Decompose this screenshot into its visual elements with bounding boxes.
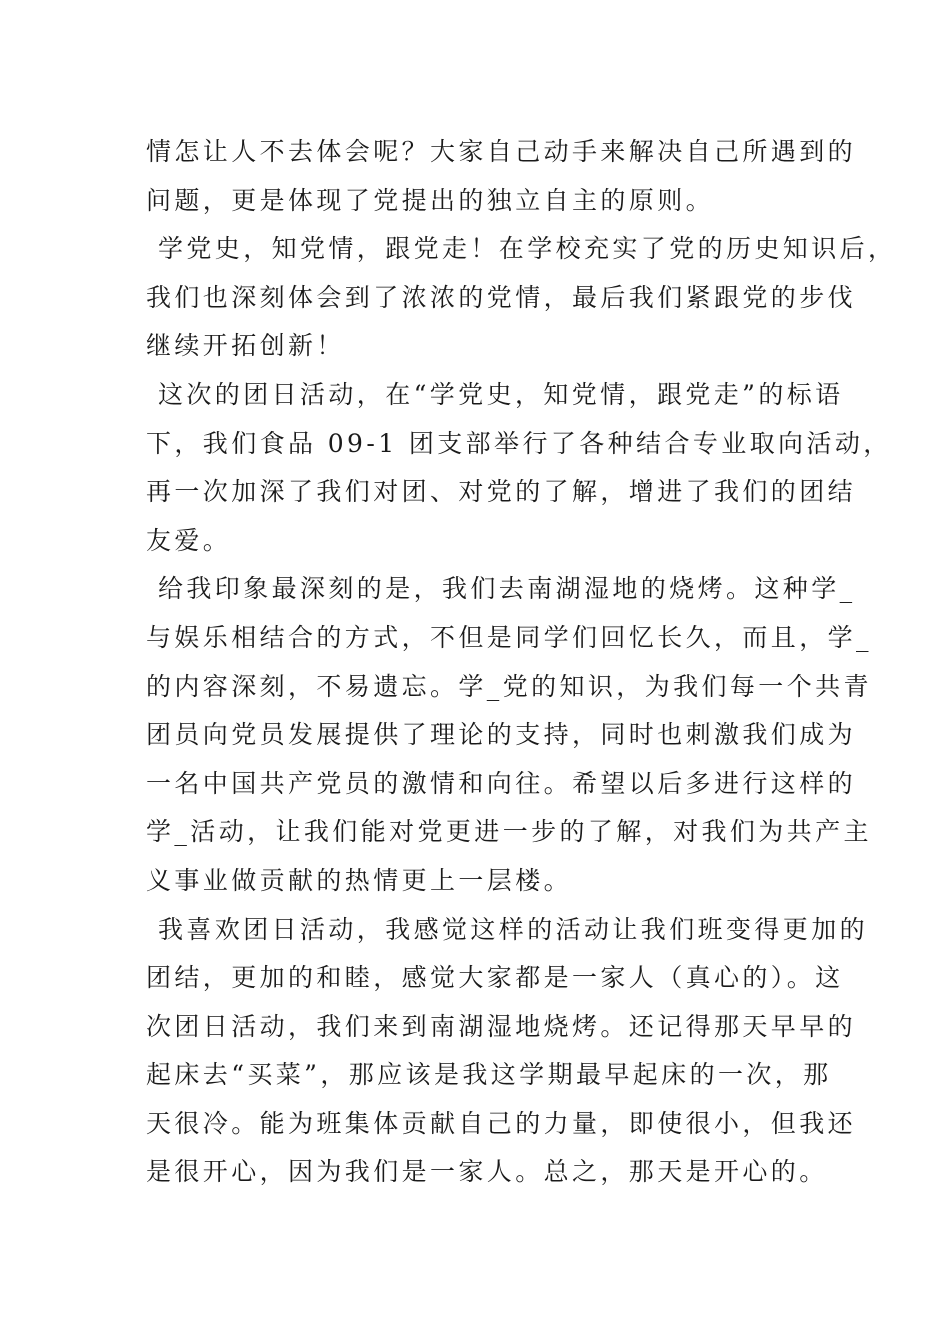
text-line: 是很开心，因为我们是一家人。总之，那天是开心的。: [146, 1157, 828, 1187]
text-line: 的内容深刻，不易遗忘。学_党的知识，为我们每一个共青: [146, 671, 872, 701]
text-line: 与娱乐相结合的方式，不但是同学们回忆长久，而且，学_: [146, 622, 872, 652]
text-line: 下，我们食品 09-1 团支部举行了各种结合专业取向活动，: [146, 428, 892, 458]
paragraph-4: [146, 565, 872, 905]
paragraph-3: [146, 371, 892, 565]
text-line: 团结，更加的和睦，感觉大家都是一家人（真心的）。这: [146, 963, 844, 993]
text-line: 给我印象最深刻的是，我们去南湖湿地的烧烤。这种学_: [158, 574, 856, 604]
text-line: 这次的团日活动，在“学党史，知党情，跟党走”的标语: [158, 379, 844, 409]
text-line: 情怎让人不去体会呢？大家自己动手来解决自己所遇到的: [146, 137, 857, 166]
text-line: 我们也深刻体会到了浓浓的党情，最后我们紧跟党的步伐: [146, 282, 857, 312]
text-line: 继续开拓创新！: [146, 331, 345, 361]
text-line: 团员向党员发展提供了理论的支持，同时也刺激我们成为: [146, 720, 857, 750]
paragraph-2: [146, 225, 897, 371]
text-line: 友爱。: [146, 525, 232, 555]
text-line: 次团日活动，我们来到南湖湿地烧烤。还记得那天早早的: [146, 1011, 857, 1041]
text-line: 再一次加深了我们对团、对党的了解，增进了我们的团结: [146, 477, 857, 507]
text-line: 学党史，知党情，跟党走！在学校充实了党的历史知识后，: [158, 234, 897, 264]
text-line: 学_活动，让我们能对党更进一步的了解，对我们为共产主: [146, 817, 872, 847]
text-line: 问题，更是体现了党提出的独立自主的原则。: [146, 185, 715, 215]
text-line: 天很冷。能为班集体贡献自己的力量，即使很小，但我还: [146, 1108, 857, 1138]
paragraph-1: [146, 128, 857, 225]
text-line: 我喜欢团日活动，我感觉这样的活动让我们班变得更加的: [158, 914, 869, 944]
document-body: [146, 128, 897, 1197]
text-line: 一名中国共产党员的激情和向往。希望以后多进行这样的: [146, 768, 857, 798]
text-line: 义事业做贡献的热情更上一层楼。: [146, 865, 573, 895]
paragraph-5: [146, 906, 869, 1198]
text-line: 起床去“买菜”，那应该是我这学期最早起床的一次，那: [146, 1060, 832, 1090]
